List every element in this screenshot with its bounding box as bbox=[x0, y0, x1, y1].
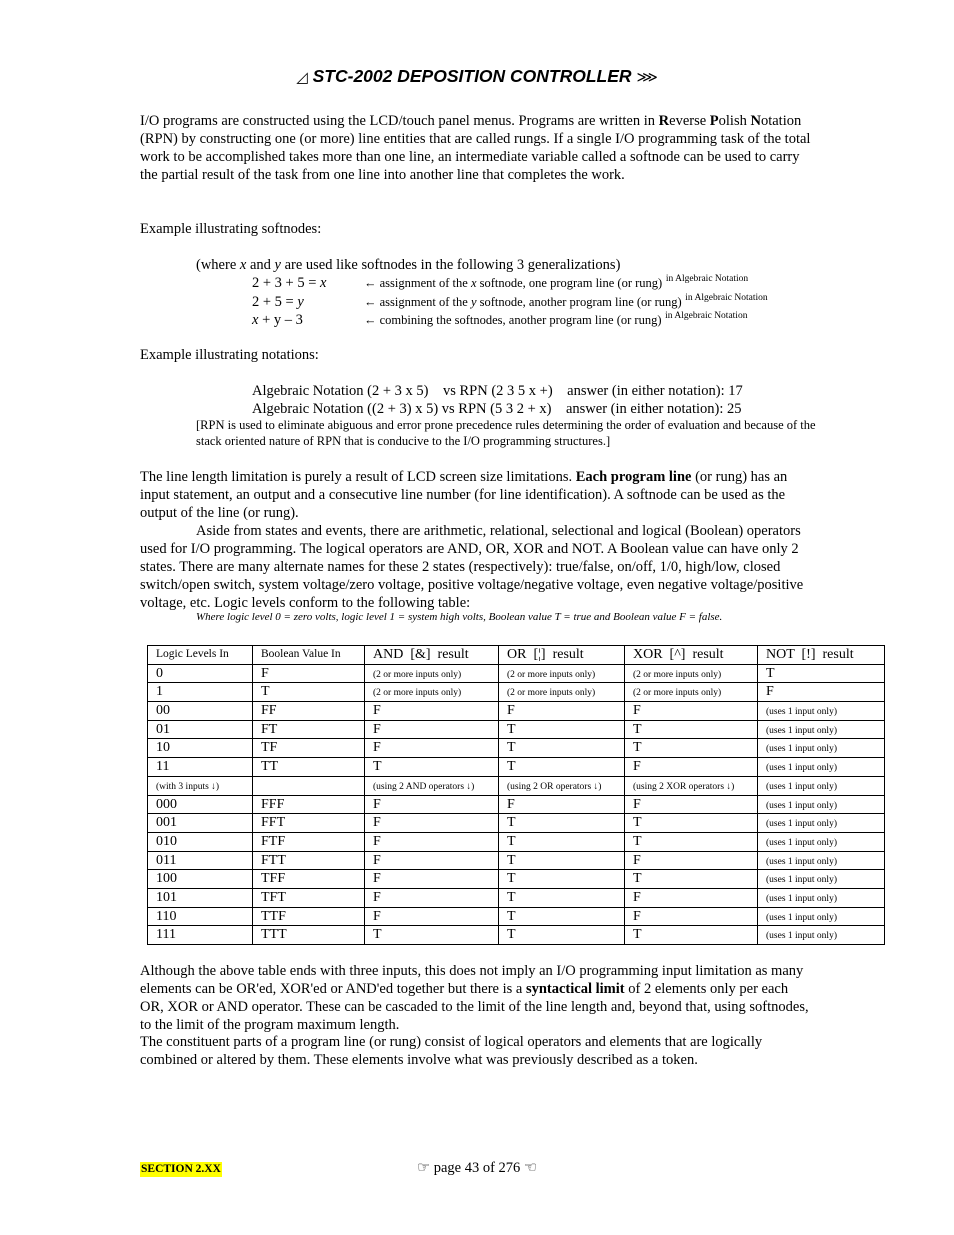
boolean-value-cell bbox=[253, 664, 365, 683]
not-result-cell-note: (uses 1 input only) bbox=[766, 837, 837, 848]
and-result-cell-value: T bbox=[373, 759, 382, 775]
and-result-cell-value: F bbox=[373, 721, 381, 737]
pointing-right-icon: ☞ bbox=[417, 1160, 431, 1176]
logic-level-cell-value: 01 bbox=[156, 721, 170, 737]
xor-note-cell bbox=[625, 776, 758, 795]
logic-level-cell-value: 010 bbox=[156, 833, 177, 849]
boolean-value-cell bbox=[253, 814, 365, 833]
xor-result-cell-value: T bbox=[633, 721, 642, 737]
not-result-cell bbox=[758, 683, 885, 702]
closing-paragraph-2: The constituent parts of a program line (or rung) consist of logical operators and elements that are logically combined or altered by them. These elements involve what was previously described as a token. bbox=[140, 1034, 763, 1068]
or-result-cell-value: T bbox=[507, 721, 516, 737]
not-result-cell-note: (uses 1 input only) bbox=[766, 819, 837, 830]
and-result-cell bbox=[365, 739, 499, 758]
and-result-cell bbox=[365, 664, 499, 683]
xor-result-cell-value: T bbox=[633, 815, 642, 831]
not-result-cell bbox=[758, 851, 885, 870]
logic-level-cell bbox=[148, 702, 253, 721]
not-result-cell-note: (uses 1 input only) bbox=[766, 725, 837, 736]
not-result-cell bbox=[758, 870, 885, 889]
or-result-cell bbox=[499, 870, 625, 889]
or-note-cell bbox=[499, 776, 625, 795]
xor-result-cell-value: T bbox=[633, 740, 642, 756]
logic-level-cell bbox=[148, 758, 253, 777]
xor-result-cell bbox=[625, 664, 758, 683]
and-result-cell-value: F bbox=[373, 796, 381, 812]
logic-level-cell-value: 111 bbox=[156, 927, 176, 943]
table-row bbox=[148, 720, 885, 739]
xor-result-cell-value: F bbox=[633, 759, 641, 775]
or-result-cell-value: T bbox=[507, 815, 516, 831]
logic-level-cell bbox=[148, 851, 253, 870]
table-row bbox=[148, 758, 885, 777]
not-result-cell bbox=[758, 926, 885, 945]
and-note-cell-note: (using 2 AND operators ↓) bbox=[373, 781, 475, 792]
and-result-cell-note: (2 or more inputs only) bbox=[373, 669, 462, 680]
or-result-cell-value: T bbox=[507, 927, 516, 943]
not-result-cell bbox=[758, 795, 885, 814]
operators-paragraph: Aside from states and events, there are arithmetic, relational, selectional and logical (Boolean) operators used for I/O programming. The logical operators are AND, OR, XOR and NOT. A Boolean value can have only 2 states. There are many alternate names for these 2 states (respectively): true/false, on/off, 1/0, high/low, closed switch/open switch, system voltage/zero voltage, positive voltage/negative voltage, even negative voltage/positive voltage, etc. Logic levels conform to the following table: bbox=[140, 523, 804, 611]
notation-line-1: Algebraic Notation (2 + 3 x 5) vs RPN (2 3 5 x +) answer (in either notation): 17 bbox=[252, 383, 743, 399]
boolean-value-cell-value: TTF bbox=[261, 908, 286, 924]
and-result-cell bbox=[365, 926, 499, 945]
table-row bbox=[148, 664, 885, 683]
and-result-cell-value: T bbox=[373, 927, 382, 943]
not-result-cell bbox=[758, 739, 885, 758]
or-result-cell-value: T bbox=[507, 889, 516, 905]
not-result-cell-note: (uses 1 input only) bbox=[766, 856, 837, 867]
xor-result-cell bbox=[625, 832, 758, 851]
xor-result-cell bbox=[625, 851, 758, 870]
page-text: page 43 of 276 bbox=[433, 1160, 521, 1176]
or-result-cell-note: (2 or more inputs only) bbox=[507, 688, 596, 699]
boolean-value-cell-value: TFT bbox=[261, 889, 286, 905]
logic-level-cell bbox=[148, 926, 253, 945]
xor-result-cell bbox=[625, 795, 758, 814]
and-result-cell-value: F bbox=[373, 852, 381, 868]
table-row bbox=[148, 814, 885, 833]
three-inputs-note-cell bbox=[148, 776, 253, 795]
table-row bbox=[148, 832, 885, 851]
logic-level-cell-value: 101 bbox=[156, 889, 177, 905]
or-result-cell bbox=[499, 851, 625, 870]
not-result-cell bbox=[758, 720, 885, 739]
or-result-cell-value: T bbox=[507, 759, 516, 775]
and-result-cell-value: F bbox=[373, 703, 381, 719]
not-result-cell bbox=[758, 758, 885, 777]
notation-heading: Example illustrating notations: bbox=[140, 347, 319, 363]
not-result-cell bbox=[758, 907, 885, 926]
and-result-cell-value: F bbox=[373, 740, 381, 756]
table-row bbox=[148, 851, 885, 870]
closing-paragraph: Although the above table ends with three inputs, this does not imply an I/O programming input limitation as many elements can be OR'ed, XOR'ed or AND'ed together but there is a syntactical limit of 2 elements only per each OR, XOR or AND operator. These can be cascaded to the limit of the line length and, beyond that, using softnodes, to the limit of the program maximum length. bbox=[140, 963, 809, 1033]
xor-result-cell-value: F bbox=[633, 908, 641, 924]
not-result-cell-note: (uses 1 input only) bbox=[766, 763, 837, 774]
xor-result-cell bbox=[625, 907, 758, 926]
softnode-row: 2 + 3 + 5 = x ← assignment of the x softnode, one program line (or rung) $^{in Algebraic Notation}$ bbox=[252, 274, 749, 291]
boolean-value-cell-value: FTT bbox=[261, 852, 286, 868]
boolean-value-cell bbox=[253, 702, 365, 721]
rpn-note: [RPN is used to eliminate abiguous and error prone precedence rules determining the order of evaluation and because of the stack oriented nature of RPN that is conducive to the I/O programming structures.] bbox=[196, 418, 816, 448]
xor-result-cell-value: F bbox=[633, 889, 641, 905]
or-result-cell-value: F bbox=[507, 703, 515, 719]
xor-result-cell-note: (2 or more inputs only) bbox=[633, 669, 722, 680]
or-result-cell bbox=[499, 758, 625, 777]
page-header bbox=[0, 66, 954, 87]
or-result-cell bbox=[499, 814, 625, 833]
and-result-cell bbox=[365, 795, 499, 814]
not-result-cell-note: (uses 1 input only) bbox=[766, 707, 837, 718]
or-result-cell-note: (2 or more inputs only) bbox=[507, 669, 596, 680]
or-result-cell-value: T bbox=[507, 852, 516, 868]
or-result-cell bbox=[499, 702, 625, 721]
boolean-value-cell bbox=[253, 907, 365, 926]
table-row bbox=[148, 870, 885, 889]
or-result-cell-value: T bbox=[507, 908, 516, 924]
logic-level-cell-value: 1 bbox=[156, 684, 163, 700]
section-label: SECTION 2.XX bbox=[141, 1163, 221, 1175]
table-row bbox=[148, 702, 885, 721]
logic-level-cell-value: 011 bbox=[156, 852, 177, 868]
logic-level-cell bbox=[148, 664, 253, 683]
or-result-cell-value: T bbox=[507, 871, 516, 887]
logic-level-cell-value: 00 bbox=[156, 703, 170, 719]
page-number bbox=[0, 1160, 954, 1177]
boolean-value-cell-value: FTF bbox=[261, 833, 286, 849]
table-caption: Where logic level 0 = zero volts, logic level 1 = system high volts, Boolean value T = true and Boolean value F = false. bbox=[196, 611, 723, 623]
not-result-cell-value: F bbox=[766, 684, 774, 700]
not-result-cell-note: (uses 1 input only) bbox=[766, 912, 837, 923]
logic-level-cell-value: 11 bbox=[156, 759, 170, 775]
boolean-value-cell bbox=[253, 739, 365, 758]
header-xor: XOR [^] result bbox=[625, 646, 758, 665]
and-result-cell bbox=[365, 851, 499, 870]
table-row bbox=[148, 683, 885, 702]
or-result-cell-value: T bbox=[507, 740, 516, 756]
xor-result-cell bbox=[625, 870, 758, 889]
xor-result-cell bbox=[625, 739, 758, 758]
table-row bbox=[148, 739, 885, 758]
boolean-value-cell-value: TT bbox=[261, 759, 279, 775]
boolean-value-cell bbox=[253, 832, 365, 851]
boolean-value-cell bbox=[253, 776, 365, 795]
not-result-cell-note: (uses 1 input only) bbox=[766, 781, 837, 792]
logic-level-cell bbox=[148, 795, 253, 814]
not-result-cell-value: T bbox=[766, 665, 775, 681]
logic-level-cell-value: 10 bbox=[156, 740, 170, 756]
header-not: NOT [!] result bbox=[758, 646, 885, 665]
boolean-value-cell bbox=[253, 870, 365, 889]
table-row bbox=[148, 926, 885, 945]
logic-level-cell bbox=[148, 683, 253, 702]
xor-result-cell bbox=[625, 926, 758, 945]
hatch-icon: ⋙ bbox=[636, 69, 658, 86]
triangle-icon: ◿ bbox=[296, 69, 308, 86]
and-result-cell bbox=[365, 907, 499, 926]
header-boolean-value: Boolean Value In bbox=[253, 646, 365, 665]
table-row bbox=[148, 888, 885, 907]
boolean-value-cell-value: TFF bbox=[261, 871, 286, 887]
not-result-cell bbox=[758, 702, 885, 721]
notation-line-2: Algebraic Notation ((2 + 3) x 5) vs RPN (5 3 2 + x) answer (in either notation): 25 bbox=[252, 401, 742, 417]
or-result-cell-value: F bbox=[507, 796, 515, 812]
and-result-cell bbox=[365, 832, 499, 851]
logic-level-cell bbox=[148, 739, 253, 758]
xor-result-cell bbox=[625, 758, 758, 777]
and-result-cell bbox=[365, 683, 499, 702]
not-result-cell-note: (uses 1 input only) bbox=[766, 931, 837, 942]
intro-paragraph: I/O programs are constructed using the LCD/touch panel menus. Programs are written in Reverse Polish Notation (RPN) by constructing one (or more) line entities that are called rungs. If a single I/O programming task of the total work to be accomplished takes more than one line, an intermediate variable called a softnode can be used to carry the partial result of the task from one line into another line that completes the work. bbox=[140, 113, 811, 183]
boolean-value-cell bbox=[253, 888, 365, 907]
and-result-cell bbox=[365, 720, 499, 739]
header-or: OR [¦] result bbox=[499, 646, 625, 665]
logic-level-cell bbox=[148, 870, 253, 889]
and-result-cell bbox=[365, 814, 499, 833]
page-title: STC-2002 DEPOSITION CONTROLLER bbox=[312, 66, 632, 86]
or-result-cell bbox=[499, 907, 625, 926]
or-result-cell bbox=[499, 683, 625, 702]
logic-level-cell bbox=[148, 907, 253, 926]
and-result-cell bbox=[365, 758, 499, 777]
line-length-paragraph: The line length limitation is purely a result of LCD screen size limitations. Each program line (or rung) has an input statement, an output and a consecutive line number (for line identification). A softnode can be used as the output of the line (or rung). bbox=[140, 469, 788, 521]
logic-level-cell-value: 0 bbox=[156, 665, 163, 681]
and-result-cell-value: F bbox=[373, 871, 381, 887]
boolean-value-cell-value: F bbox=[261, 665, 269, 681]
boolean-value-cell-value: FF bbox=[261, 703, 277, 719]
and-result-cell bbox=[365, 870, 499, 889]
boolean-value-cell-value: TTT bbox=[261, 927, 287, 943]
xor-note-cell-note: (using 2 XOR operators ↓) bbox=[633, 781, 735, 792]
not-result-cell-note: (uses 1 input only) bbox=[766, 893, 837, 904]
softnode-heading: Example illustrating softnodes: bbox=[140, 221, 322, 237]
xor-result-cell-value: T bbox=[633, 871, 642, 887]
boolean-value-cell-value: TF bbox=[261, 740, 278, 756]
xor-result-cell bbox=[625, 702, 758, 721]
logic-level-cell bbox=[148, 814, 253, 833]
logic-table bbox=[147, 645, 885, 945]
boolean-value-cell bbox=[253, 683, 365, 702]
table-header-row bbox=[148, 646, 885, 665]
softnode-row: 2 + 5 = y ← assignment of the y softnode, another program line (or rung) $^{in Algebraic Notation}$ bbox=[252, 293, 768, 310]
xor-result-cell-note: (2 or more inputs only) bbox=[633, 688, 722, 699]
logic-level-cell bbox=[148, 720, 253, 739]
or-note-cell-note: (using 2 OR operators ↓) bbox=[507, 781, 602, 792]
xor-result-cell bbox=[625, 888, 758, 907]
header-logic-levels: Logic Levels In bbox=[148, 646, 253, 665]
header-and: AND [&] result bbox=[365, 646, 499, 665]
not-result-cell bbox=[758, 776, 885, 795]
xor-result-cell bbox=[625, 683, 758, 702]
and-result-cell-value: F bbox=[373, 815, 381, 831]
xor-result-cell-value: F bbox=[633, 852, 641, 868]
and-result-cell-value: F bbox=[373, 908, 381, 924]
logic-level-cell-value: 110 bbox=[156, 908, 177, 924]
logic-level-cell bbox=[148, 888, 253, 907]
xor-result-cell bbox=[625, 720, 758, 739]
or-result-cell bbox=[499, 664, 625, 683]
not-result-cell bbox=[758, 664, 885, 683]
xor-result-cell-value: T bbox=[633, 927, 642, 943]
xor-result-cell-value: T bbox=[633, 833, 642, 849]
logic-level-cell-value: 000 bbox=[156, 796, 177, 812]
and-result-cell-value: F bbox=[373, 833, 381, 849]
boolean-value-cell bbox=[253, 851, 365, 870]
three-inputs-note-cell-note: (with 3 inputs ↓) bbox=[156, 781, 220, 792]
softnode-row: x + y – 3 ← combining the softnodes, another program line (or rung) $^{in Algebraic Notation}$ bbox=[252, 311, 748, 328]
or-result-cell bbox=[499, 926, 625, 945]
or-result-cell bbox=[499, 888, 625, 907]
not-result-cell bbox=[758, 888, 885, 907]
not-result-cell bbox=[758, 832, 885, 851]
xor-result-cell bbox=[625, 814, 758, 833]
and-note-cell bbox=[365, 776, 499, 795]
table-row bbox=[148, 795, 885, 814]
or-result-cell bbox=[499, 832, 625, 851]
xor-result-cell-value: F bbox=[633, 796, 641, 812]
or-result-cell bbox=[499, 739, 625, 758]
table-row bbox=[148, 907, 885, 926]
boolean-value-cell-value: T bbox=[261, 684, 270, 700]
not-result-cell-note: (uses 1 input only) bbox=[766, 875, 837, 886]
boolean-value-cell-value: FFF bbox=[261, 796, 285, 812]
not-result-cell-note: (uses 1 input only) bbox=[766, 744, 837, 755]
not-result-cell-note: (uses 1 input only) bbox=[766, 800, 837, 811]
or-result-cell bbox=[499, 795, 625, 814]
xor-result-cell-value: F bbox=[633, 703, 641, 719]
logic-level-cell-value: 001 bbox=[156, 815, 177, 831]
and-result-cell bbox=[365, 888, 499, 907]
boolean-value-cell-value: FT bbox=[261, 721, 278, 737]
boolean-value-cell bbox=[253, 926, 365, 945]
boolean-value-cell bbox=[253, 758, 365, 777]
boolean-value-cell bbox=[253, 720, 365, 739]
pointing-left-icon: ☜ bbox=[523, 1160, 537, 1176]
softnode-where-line: (where x and y are used like softnodes in the following 3 generalizations) bbox=[196, 257, 621, 273]
and-result-cell-value: F bbox=[373, 889, 381, 905]
logic-level-cell bbox=[148, 832, 253, 851]
and-result-cell bbox=[365, 702, 499, 721]
table-row bbox=[148, 776, 885, 795]
boolean-value-cell-value: FFT bbox=[261, 815, 286, 831]
boolean-value-cell bbox=[253, 795, 365, 814]
or-result-cell-value: T bbox=[507, 833, 516, 849]
not-result-cell bbox=[758, 814, 885, 833]
logic-level-cell-value: 100 bbox=[156, 871, 177, 887]
or-result-cell bbox=[499, 720, 625, 739]
and-result-cell-note: (2 or more inputs only) bbox=[373, 688, 462, 699]
